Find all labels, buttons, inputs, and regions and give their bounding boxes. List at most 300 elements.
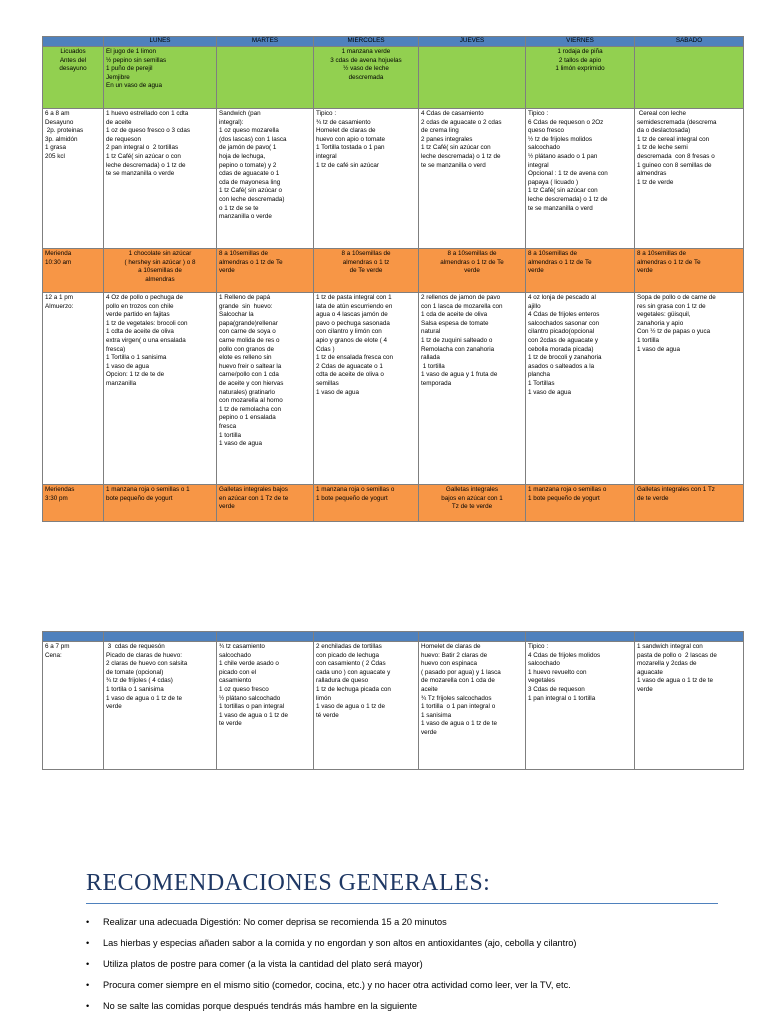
cell-line: verde xyxy=(106,703,122,711)
cell-line: 1 tortilla xyxy=(219,431,242,439)
cell-line: En un vaso de agua xyxy=(106,82,163,90)
meal-cell xyxy=(419,109,526,249)
cell-line: 1 vaso de agua y 1 fruta de xyxy=(421,371,498,379)
cell-line: Jemjibre xyxy=(106,73,130,81)
cell-line: 1 vaso de agua xyxy=(219,440,263,448)
cell-line: descremada con 8 fresas o xyxy=(637,152,715,160)
cell-line: integral xyxy=(316,152,337,160)
cell-line: 1 huevo estrellado con 1 cdta xyxy=(106,110,189,117)
recommendation-text: Procura comer siempre en el mismo sitio (comedor, cocina, etc.) y no hacer otra actividad como leer, ver la TV, etc. xyxy=(103,980,571,990)
meal-time-label xyxy=(43,109,104,249)
cell-line: ralladura de queso xyxy=(316,677,369,685)
day-header: VIERNES xyxy=(526,37,635,47)
cell-line: te verde xyxy=(219,720,242,728)
cell-line: pavo o pechuga sasonada xyxy=(316,319,390,327)
cell-line: 2 Cdas de aguacate o 1 xyxy=(316,362,383,370)
cell-line: té verde xyxy=(316,711,339,719)
cell-line: Galletas integrales xyxy=(445,486,499,493)
cell-line: verde xyxy=(219,503,235,511)
recommendation-item xyxy=(86,916,718,928)
cell-line: ( hershey sin azúcar ) o 8 xyxy=(124,258,196,266)
cell-line: de requeson xyxy=(106,135,142,143)
cell-line: Sandwich (pan xyxy=(219,110,261,117)
meal-row xyxy=(43,249,744,293)
cell-line: verde xyxy=(464,267,480,275)
cell-line: ½ plátano asado o 1 pan xyxy=(528,152,598,160)
meal-time-label xyxy=(43,642,104,770)
cell-line: pollo con granos de xyxy=(219,345,274,353)
cell-line: 3 cdas de requesón xyxy=(106,643,165,650)
meal-plan-table xyxy=(42,36,744,522)
cell-line: huevo con apio o tomate xyxy=(316,135,385,143)
meal-row xyxy=(43,47,744,109)
cell-line: 10:30 am xyxy=(45,258,72,266)
days-header-row xyxy=(43,37,744,47)
cell-line: 3 Cdas de requeson xyxy=(528,685,585,693)
cell-line: 4 Cdas de frijoles enteros xyxy=(528,311,600,319)
cell-line: (dos lascas) con 1 lasca xyxy=(219,135,287,143)
cell-line: almendras xyxy=(637,170,667,178)
cell-line: 12 a 1 pm xyxy=(45,294,74,301)
meal-cell xyxy=(419,47,526,109)
cell-line: Cdas ) xyxy=(316,345,335,353)
cell-line: fresca) xyxy=(106,345,126,353)
meal-cell xyxy=(104,109,217,249)
cell-line: 1 tz de leche semi xyxy=(637,144,688,152)
cell-line: ( pasado por agua) y 1 lasca xyxy=(421,668,501,676)
recommendation-text: Realizar una adecuada Digestión: No comer deprisa se recomienda 15 a 20 minutos xyxy=(103,917,447,927)
dinner-table xyxy=(42,631,744,770)
cell-line: Antes del xyxy=(59,56,87,64)
cell-line: aguacate xyxy=(637,668,663,676)
cell-line: 2 claras de huevo con salsita xyxy=(106,660,188,668)
cell-line: grande sin huevo: xyxy=(219,302,273,310)
cell-line: o 1 tz de se te xyxy=(219,204,259,212)
meal-cell xyxy=(314,249,419,293)
cell-line: 1 huevo revuelto con xyxy=(528,668,587,676)
cell-line: 1 Tortillas xyxy=(528,379,555,387)
cell-line: de jamón de pavo( 1 xyxy=(219,144,277,152)
cell-line: ajillo xyxy=(528,302,541,310)
cell-line: 205 kcl xyxy=(45,152,65,160)
cell-line: 8 a 10semillas de xyxy=(219,250,269,257)
cell-line: papa(grande)rellenar xyxy=(219,319,278,327)
cell-line: bajos en azúcar con 1 xyxy=(441,494,503,502)
cell-line: 3p. almidón xyxy=(45,135,78,143)
cell-line: agua o 4 lascas jamón de xyxy=(316,311,388,319)
cell-line: 8 a 10semillas de xyxy=(637,250,687,257)
meal-cell xyxy=(419,293,526,485)
cell-line: limón xyxy=(316,694,332,702)
cell-line: de crema ling xyxy=(421,127,459,135)
cell-line: fresca xyxy=(219,422,237,430)
cell-line: Picado de claras de huevo: xyxy=(106,651,182,659)
cell-line: carne molida de res o xyxy=(219,336,280,344)
cell-line: Galletas integrales bajos xyxy=(219,486,288,493)
meal-cell xyxy=(526,249,635,293)
cell-line: con leche descremada) xyxy=(219,195,285,203)
meal-cell xyxy=(526,109,635,249)
meal-cell xyxy=(314,485,419,522)
cell-line: naturales) gratinarlo xyxy=(219,388,276,396)
cell-line: 2 cdas de aguacate o 2 cdas xyxy=(421,118,502,126)
cell-line: almendras o 1 tz de Te xyxy=(219,258,283,266)
cell-line: verde xyxy=(637,685,653,693)
cell-line: salcochado xyxy=(528,144,560,152)
cell-line: 8 a 10semillas de xyxy=(528,250,578,257)
cell-line: leche descremada) o 1 tz de xyxy=(528,195,608,203)
meal-cell xyxy=(419,485,526,522)
cell-line: 1 guineo con 8 semillas de xyxy=(637,161,712,169)
cell-line: huevo: Batir 2 claras de xyxy=(421,651,488,659)
cell-line: descremada xyxy=(348,73,384,81)
cell-line: plancha xyxy=(528,371,551,379)
cell-line: El jugo de 1 limon xyxy=(106,48,157,55)
recommendation-text: Utiliza platos de postre para comer (a la vista la cantidad del plato será mayor) xyxy=(103,959,423,969)
cell-line: ½ tz de frijoles molidos xyxy=(528,135,593,143)
cell-line: 2 tallos de apio xyxy=(558,56,602,64)
cell-line: almendras o 1 tz de Te xyxy=(440,258,504,266)
cell-line: con cilantro y limón con xyxy=(316,328,382,336)
cell-line: manzanilla o verde xyxy=(219,213,272,221)
meal-time-label xyxy=(43,485,104,522)
meal-cell xyxy=(635,293,744,485)
cell-line: 1 vaso de agua o 1 tz de xyxy=(316,703,385,711)
cell-line: verde xyxy=(528,267,544,275)
cell-line: 1 Tortilla o 1 sanisima xyxy=(106,354,167,362)
cell-line: 1 manzana roja o semillas o xyxy=(528,486,607,493)
cell-line: 1 oz queso fresco xyxy=(219,685,269,693)
cell-line: Almuerzo: xyxy=(45,302,74,310)
cell-line: elote es relleno sin xyxy=(219,354,272,362)
cell-line: Tipico : xyxy=(316,110,337,117)
cell-line: Tz de te verde xyxy=(451,503,493,511)
cell-line: aceite xyxy=(421,685,438,693)
cell-line: Remolacha con zanahoria xyxy=(421,345,495,353)
blank-header-cell xyxy=(314,632,419,642)
meal-cell xyxy=(314,47,419,109)
cell-line: 6 Cdas de requeson o 2Oz xyxy=(528,118,604,126)
cell-line: pepino o 1 ensalada xyxy=(219,414,276,422)
blank-header-cell xyxy=(419,632,526,642)
cell-line: 1 chile verde asado o xyxy=(219,660,279,668)
cell-line: 1 bote pequeño de yogurt xyxy=(316,494,388,502)
cell-line: Sopa de pollo o de carne de xyxy=(637,294,716,301)
cell-line: asados o salteados a la xyxy=(528,362,595,370)
meal-cell xyxy=(635,249,744,293)
cell-line: 1 tortilla xyxy=(421,362,445,370)
meal-cell xyxy=(217,109,314,249)
cell-line: ½ vaso de leche xyxy=(343,65,389,73)
cell-line: papaya ( licuado ) xyxy=(528,178,579,186)
cell-line: almendras o 1 tz de Te xyxy=(637,258,701,266)
cell-line: de Te verde xyxy=(349,267,383,275)
cell-line: 1 Tortilla tostada o 1 pan xyxy=(316,144,385,152)
cell-line: natural xyxy=(421,328,441,336)
cell-line: 1 limón exprimido xyxy=(555,65,605,73)
cell-line: 1 rodaja de piña xyxy=(557,48,603,55)
bullet-icon: • xyxy=(86,938,90,948)
cell-line: huevo freir o saltear la xyxy=(219,362,282,370)
meal-cell xyxy=(217,249,314,293)
cell-line: semillas xyxy=(316,379,339,387)
bullet-icon: • xyxy=(86,959,90,969)
cell-line: 1 vaso de agua o 1 tz de xyxy=(219,711,288,719)
cell-line: 1 manzana roja o semillas o 1 xyxy=(106,486,190,493)
cell-line: 1 cda de aceite de oliva xyxy=(421,311,488,319)
cell-line: 8 a 10semillas de xyxy=(341,250,391,257)
cell-line: 1 vaso de agua xyxy=(528,388,572,396)
cell-line: 1 sandwich integral con xyxy=(637,643,703,650)
cell-line: apio y granos de elote ( 4 xyxy=(316,336,388,344)
cell-line: res sin grasa con 1 tz de xyxy=(637,302,706,310)
day-header: MIÉRCOLES xyxy=(314,37,419,47)
cell-line: lata de atún escurriendo en xyxy=(316,302,393,310)
cell-line: ¾ Tz frijoles salcochados xyxy=(421,694,492,702)
cell-line: 2p. proteinas xyxy=(45,127,84,135)
cell-line: 1 tz de brocoli y zanahoria xyxy=(528,354,602,362)
cell-line: 4 oz lonja de pescado al xyxy=(528,294,596,301)
cell-line: almendras o 1 tz xyxy=(342,258,390,266)
cell-line: cdas de aguacate o 1 xyxy=(219,170,280,178)
cell-line: pepino o tomate) y 2 xyxy=(219,161,277,169)
bullet-icon: • xyxy=(86,980,90,990)
cell-line: Con ½ tz de papas o yuca xyxy=(637,328,711,336)
cell-line: leche descremada) o 1 tz de xyxy=(106,161,186,169)
cell-line: cada uno ) con aguacate y xyxy=(316,668,391,676)
cell-line: picado con el xyxy=(219,668,257,676)
cell-line: 1 manzana roja o semillas o xyxy=(316,486,395,493)
cell-line: vegetales: güisquil, xyxy=(637,311,691,319)
meal-cell xyxy=(635,485,744,522)
cell-line: integral): xyxy=(219,118,244,126)
meal-time-label xyxy=(43,293,104,485)
cell-line: verde xyxy=(219,267,235,275)
cell-line: leche descremada) o 1 tz de xyxy=(421,152,501,160)
recommendations-list xyxy=(86,916,718,1012)
cell-line: almendras xyxy=(145,275,175,283)
cell-line: Homelet de claras de xyxy=(316,127,376,135)
cell-line: 1 Relleno de papá xyxy=(219,294,271,301)
meal-cell xyxy=(104,249,217,293)
cell-line: verde xyxy=(637,267,653,275)
cell-line: desayuno xyxy=(59,65,87,73)
cell-line: de tomate (opcional) xyxy=(106,668,164,676)
cell-line: hoja de lechuga, xyxy=(219,152,266,160)
cell-line: da o deslactosada) xyxy=(637,127,691,135)
cell-line: 3:30 pm xyxy=(45,494,68,502)
blank-header-cell xyxy=(526,632,635,642)
cell-line: 1 vaso de agua o 1 tz de te xyxy=(106,694,182,702)
corner-cell xyxy=(43,37,104,47)
recommendations-title: RECOMENDACIONES GENERALES: xyxy=(86,870,491,896)
cell-line: con 2cdas de aguacate y xyxy=(528,336,599,344)
meal-cell xyxy=(526,293,635,485)
cell-line: manzanilla xyxy=(106,379,137,387)
cell-line: pasta de pollo o 2 lascas de xyxy=(637,651,717,659)
cell-line: 1 vaso de agua o 1 tz de te xyxy=(421,720,497,728)
cell-line: Cereal con leche xyxy=(637,110,687,117)
cell-line: rallada xyxy=(421,354,440,362)
cell-line: cebolla morada picada) xyxy=(528,345,594,353)
cell-line: cilantro picado(opcional xyxy=(528,328,595,336)
cell-line: con 1 lasca de mozarella con xyxy=(421,302,503,310)
day-header: SABADO xyxy=(635,37,744,47)
cell-line: semidescremada (descrema xyxy=(637,118,717,126)
cell-line: 1 pan integral o 1 tortilla xyxy=(528,694,596,702)
meal-cell xyxy=(217,485,314,522)
cell-line: Cena: xyxy=(45,651,62,659)
meal-cell xyxy=(104,47,217,109)
cell-line: Licuados xyxy=(60,48,86,55)
cell-line: de aceite y con hiervas xyxy=(219,379,284,387)
cell-line: de mozarella con 1 cda de xyxy=(421,677,495,685)
cell-line: 2 panes integrales xyxy=(421,135,473,143)
recommendation-item xyxy=(86,979,718,991)
cell-line: Meriendas xyxy=(45,486,75,493)
cell-line: 2 pan integral o 2 tortillas xyxy=(106,144,179,152)
meal-cell xyxy=(314,109,419,249)
cell-line: salcochados sasonar con xyxy=(528,319,600,327)
cell-line: 1 tz de cereal integral con xyxy=(637,135,710,143)
cell-line: 1 bote pequeño de yogurt xyxy=(528,494,600,502)
cell-line: te se manzanilla o verd xyxy=(528,204,593,212)
cell-line: con mozarella al horno xyxy=(219,397,283,405)
title-divider xyxy=(86,903,718,904)
recommendation-item xyxy=(86,937,718,949)
cell-line: 1 grasa xyxy=(45,144,67,152)
meal-row xyxy=(43,109,744,249)
cell-line: 2 rellenos de jamon de pavo xyxy=(421,294,501,301)
cell-line: de aceite xyxy=(106,118,132,126)
cell-line: 1 tz de ensalada fresca con xyxy=(316,354,394,362)
cell-line: queso fresco xyxy=(528,127,565,135)
bullet-icon: • xyxy=(86,917,90,927)
cell-line: ¾ tz de frijoles ( 4 cdas) xyxy=(106,677,173,685)
cell-line: salcochado xyxy=(528,660,560,668)
cell-line: 1 tortilla xyxy=(637,336,660,344)
meal-cell xyxy=(526,642,635,770)
cell-line: 1 tortillas o pan integral xyxy=(219,703,285,711)
meal-cell xyxy=(419,642,526,770)
cell-line: 1 tz de vegetales: brocoli con xyxy=(106,319,188,327)
cell-line: 2 enchiladas de tortillas xyxy=(316,643,382,650)
blank-header-cell xyxy=(217,632,314,642)
cell-line: extra virgen( o una ensalada xyxy=(106,336,186,344)
meal-cell xyxy=(526,47,635,109)
day-header: MARTES xyxy=(217,37,314,47)
cell-line: pollo en trozos con chile xyxy=(106,302,174,310)
cell-line: 1 tortila o 1 sanisima xyxy=(106,685,164,693)
recommendation-item xyxy=(86,1000,718,1012)
meal-cell xyxy=(217,47,314,109)
bullet-icon: • xyxy=(86,1001,90,1011)
cell-line: Galletas integrales con 1 Tz xyxy=(637,486,715,493)
cell-line: 1 tz Café( sin azúcar con xyxy=(528,187,598,195)
cell-line: 1 vaso de agua xyxy=(106,362,150,370)
cell-line: 1 tz de zuquini salteado o xyxy=(421,336,493,344)
cell-line: vegetales xyxy=(528,677,555,685)
cell-line: con casamiento ( 2 Cdas xyxy=(316,660,386,668)
cell-line: 6 a 7 pm xyxy=(45,643,70,650)
cell-line: Opcion: 1 tz de te de xyxy=(106,371,165,379)
cell-line: Homelet de claras de xyxy=(421,643,481,650)
recommendations-section xyxy=(86,866,718,1021)
cell-line: mozarella y 2cdas de xyxy=(637,660,697,668)
meal-cell xyxy=(419,249,526,293)
cell-line: te se manzanilla o verde xyxy=(106,170,175,178)
cell-line: en azúcar con 1 Tz de te xyxy=(219,494,289,502)
cell-line: temporada xyxy=(421,379,452,387)
meal-cell xyxy=(635,47,744,109)
meal-cell xyxy=(217,293,314,485)
cell-line: 3 cdas de avena hojuelas xyxy=(330,56,402,64)
meal-cell xyxy=(635,109,744,249)
recommendation-text: No se salte las comidas porque después tendrás más hambre en la siguiente xyxy=(103,1001,418,1011)
cell-line: 1 vaso de agua o 1 tz de te xyxy=(637,677,713,685)
day-header: JUEVES xyxy=(419,37,526,47)
cell-line: Opcional : 1 tz de avena con xyxy=(528,170,608,178)
cell-line: con picado de lechuga xyxy=(316,651,380,659)
blank-header-cell xyxy=(43,632,104,642)
cell-line: 1 sanisima xyxy=(421,711,452,719)
cell-line: almendras o 1 tz de Te xyxy=(528,258,592,266)
cell-line: integral xyxy=(528,161,549,169)
cell-line: 1 oz queso mozarella xyxy=(219,127,279,135)
cell-line: cdta de aceite de oliva o xyxy=(316,371,384,379)
cell-line: ½ plátano salcochado xyxy=(219,694,281,702)
meal-cell xyxy=(314,293,419,485)
cell-line: verde partido en fajitas xyxy=(106,311,170,319)
blank-header-cell xyxy=(635,632,744,642)
cell-line: cda de mayonesa ling xyxy=(219,178,281,186)
cell-line: 1 vaso de agua xyxy=(637,345,681,353)
meal-time-label xyxy=(43,47,104,109)
cell-line: 4 Oz de pollo o pechuga de xyxy=(106,294,184,301)
cell-line: 1 tz Café( sin azúcar con xyxy=(421,144,491,152)
cell-line: 1 manzana verde xyxy=(341,48,391,55)
cell-line: 1 tz de remolacha con xyxy=(219,405,281,413)
cell-line: 1 tz de lechuga picada con xyxy=(316,685,391,693)
cell-line: zanahoria y apio xyxy=(637,319,684,327)
blank-header-cell xyxy=(104,632,217,642)
day-header: LUNES xyxy=(104,37,217,47)
cell-line: ¾ tz de casamiento xyxy=(316,118,371,126)
cell-line: salcochado xyxy=(219,651,251,659)
cell-line: Tipico : xyxy=(528,110,549,117)
cell-line: 1 tz de pasta integral con 1 xyxy=(316,294,392,301)
meal-cell xyxy=(104,485,217,522)
dinner-row xyxy=(43,642,744,770)
recommendation-text: Las hierbas y especias añaden sabor a la comida y no engordan y son altos en antioxidantes (ajo, cebolla y cilantro) xyxy=(103,938,577,948)
cell-line: Salcochar la xyxy=(219,311,254,319)
cell-line: Desayuno xyxy=(45,118,74,126)
cell-line: Merienda xyxy=(45,250,72,257)
cell-line: 1 tz Café( sin azúcar o xyxy=(219,187,282,195)
cell-line: casamiento xyxy=(219,677,252,685)
cell-line: de te verde xyxy=(637,494,669,502)
recommendation-item xyxy=(86,958,718,970)
cell-line: 1 vaso de agua xyxy=(316,388,360,396)
meal-cell xyxy=(635,642,744,770)
cell-line: 1 puño de perejil xyxy=(106,65,153,73)
meal-cell xyxy=(104,293,217,485)
meal-time-label xyxy=(43,249,104,293)
cell-line: 4 Cdas de casamiento xyxy=(421,110,484,117)
cell-line: 1 chocolate sin azúcar xyxy=(128,250,192,257)
meal-cell xyxy=(526,485,635,522)
dinner-header-row xyxy=(43,632,744,642)
